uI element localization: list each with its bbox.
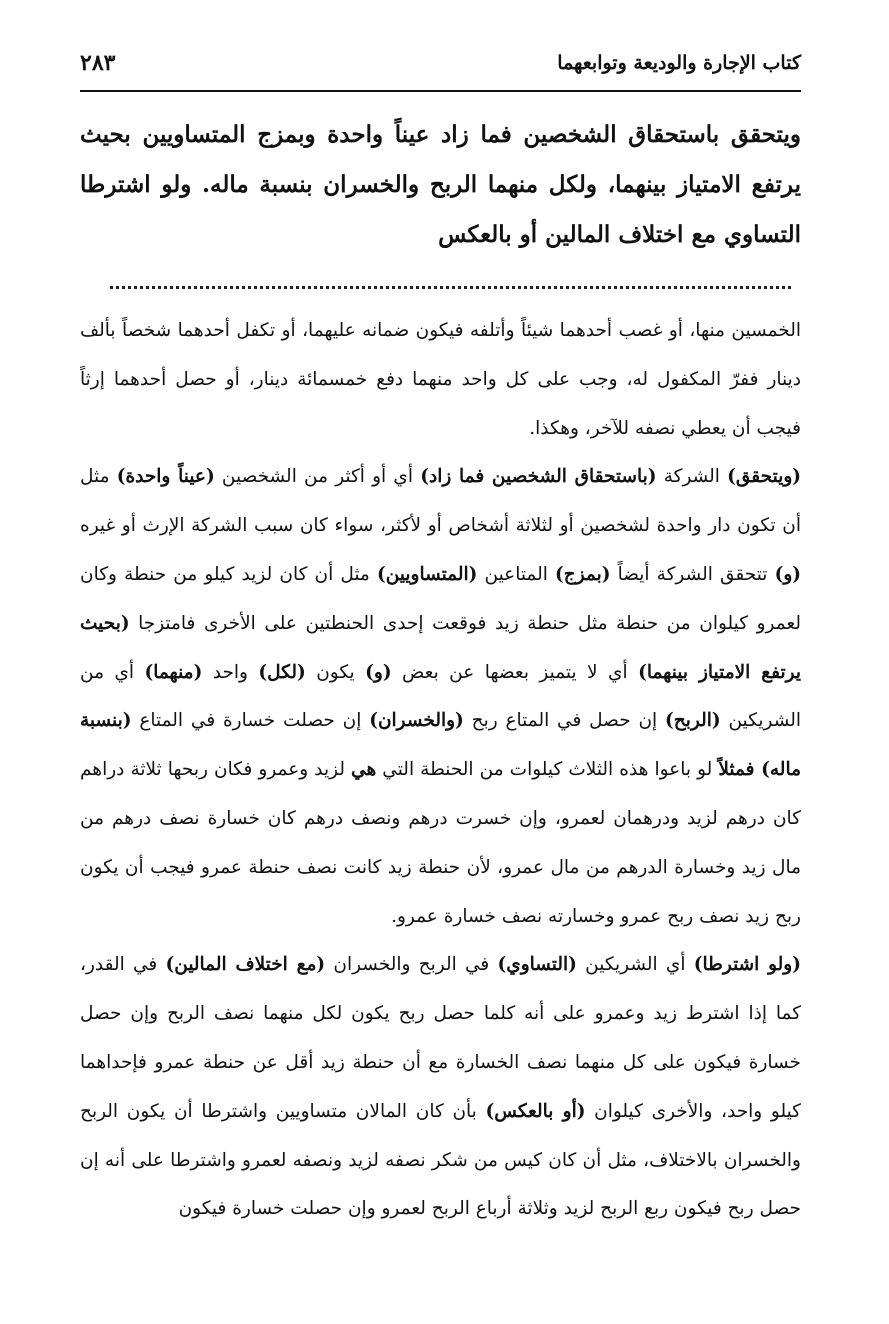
commentary-text: أي أو أكثر من الشخصين <box>214 466 421 488</box>
quoted-phrase: (أو بالعكس) <box>485 1100 586 1122</box>
commentary-text: في القدر، كما إذا اشترط زيد وعمرو على أنه كلما حصل ربح يكون لكل منهما نصف الربح وإن حصل خسارة فيكون على كل منهما نصف الخسارة مع أن حنطة زيد أقل عن حنطة عمرو فإحداهما كيلو واحد، والأخرى كيلوان <box>80 954 801 1122</box>
commentary-text: واحد <box>202 661 259 683</box>
running-title: كتاب الإجارة والوديعة وتوابعهما <box>557 52 801 74</box>
quoted-phrase: (منهما) <box>144 661 203 683</box>
commentary-text: إن حصلت خسارة في المتاع <box>131 710 370 732</box>
quoted-phrase: (لكل) <box>258 661 306 683</box>
quoted-phrase: (التساوي) <box>497 954 577 976</box>
quoted-phrase: (بحيث يرتفع الامتياز بينهما) <box>80 612 802 683</box>
quoted-phrase: (مع اختلاف المالين) <box>165 954 326 976</box>
commentary-text: لزيد وعمرو فكان ربحها ثلاثة دراهم كان درهم لزيد ودرهمان لعمرو، وإن خسرت درهم ونصف درهم كان خسارة نصف درهم من مال زيد وخسارة الدرهم من مال عمرو، لأن حنطة زيد كانت نصف حنطة عمرو فيجب أن يكون ربح زيد نصف ربح عمرو وخسارته نصف خسارة عمرو. <box>80 759 801 927</box>
commentary-text: إن حصل في المتاع ربح <box>463 710 666 732</box>
emphasis: هي <box>351 759 377 781</box>
commentary-text: لو باعوا هذه الثلاث كيلوات من الحنطة التي <box>376 759 719 781</box>
quoted-phrase: (ولو اشترطا) <box>693 954 801 976</box>
matn-text: ويتحقق باستحقاق الشخصين فما زاد عيناً واحدة وبمزج المتساويين بحيث يرتفع الامتياز بينهما، ولكل منهما الربح والخسران بنسبة ماله. ولو اشترطا التساوي مع اختلاف المالين أو بالعكس <box>80 121 801 248</box>
emphasis: فمثلاً <box>718 759 762 781</box>
quoted-phrase: (المتساويين) <box>376 563 478 585</box>
commentary-text: أي لا يتميز بعضها عن بعض <box>391 661 639 683</box>
quoted-phrase: (و) <box>774 563 802 585</box>
commentary <box>80 307 801 1234</box>
quoted-phrase: (عيناً واحدة) <box>116 466 215 488</box>
quoted-phrase: (باستحقاق الشخصين فما زاد) <box>420 466 657 488</box>
commentary-text: تتحقق الشركة أيضاً <box>610 563 775 585</box>
commentary-paragraph-2 <box>80 453 801 941</box>
commentary-text: الشركة <box>656 466 728 488</box>
page-number: ٢٨٣ <box>80 50 116 76</box>
running-header <box>80 40 801 92</box>
commentary-text: يكون <box>305 661 366 683</box>
quoted-phrase: (بنسبة ماله) <box>80 710 801 781</box>
quoted-phrase: (و) <box>365 661 392 683</box>
commentary-text: في الربح والخسران <box>325 954 498 976</box>
book-page <box>80 40 801 1284</box>
quoted-phrase: (ويتحقق) <box>727 466 802 488</box>
quoted-phrase: (الربح) <box>665 710 721 732</box>
commentary-paragraph-3 <box>80 941 801 1234</box>
commentary-text: مثل أن تكون دار واحدة لشخصين أو لثلاثة أشخاص أو لأكثر، سواء كان سبب الشركة الإرث أو غيره <box>80 466 801 537</box>
commentary-text: أي الشريكين <box>576 954 694 976</box>
commentary-text: بأن كان المالان متساويين واشترطا أن يكون الربح والخسران بالاختلاف، مثل أن كان كيس من شكر نصفه لزيد ونصفه لعمرو واشترطا على أنه إن حصل ربح فيكون ربع الربح لزيد وثلاثة أرباع الربح لعمرو وإن حصلت خسارة فيكون <box>80 1100 801 1220</box>
commentary-text: مثل أن كان لزيد كيلو من حنطة وكان لعمرو كيلوان من حنطة مثل حنطة زيد فوقعت إحدى الحنطتين على الأخرى فامتزجا <box>80 563 801 634</box>
dotted-separator <box>110 274 791 289</box>
quoted-phrase: (والخسران) <box>369 710 464 732</box>
commentary-text: أي من الشريكين <box>80 661 801 732</box>
commentary-text: المتاعين <box>477 563 555 585</box>
quoted-phrase: (بمزج) <box>555 563 611 585</box>
commentary-paragraph-1: الخمسين منها، أو غصب أحدهما شيئاً وأتلفه فيكون ضمانه عليهما، أو تكفل أحدهما شخصاً بألف دينار ففرّ المكفول له، وجب على كل واحد منهما دفع خمسمائة دينار، أو حصل أحدهما إرثاً فيجب أن يعطي نصفه للآخر، وهكذا. <box>80 320 801 439</box>
